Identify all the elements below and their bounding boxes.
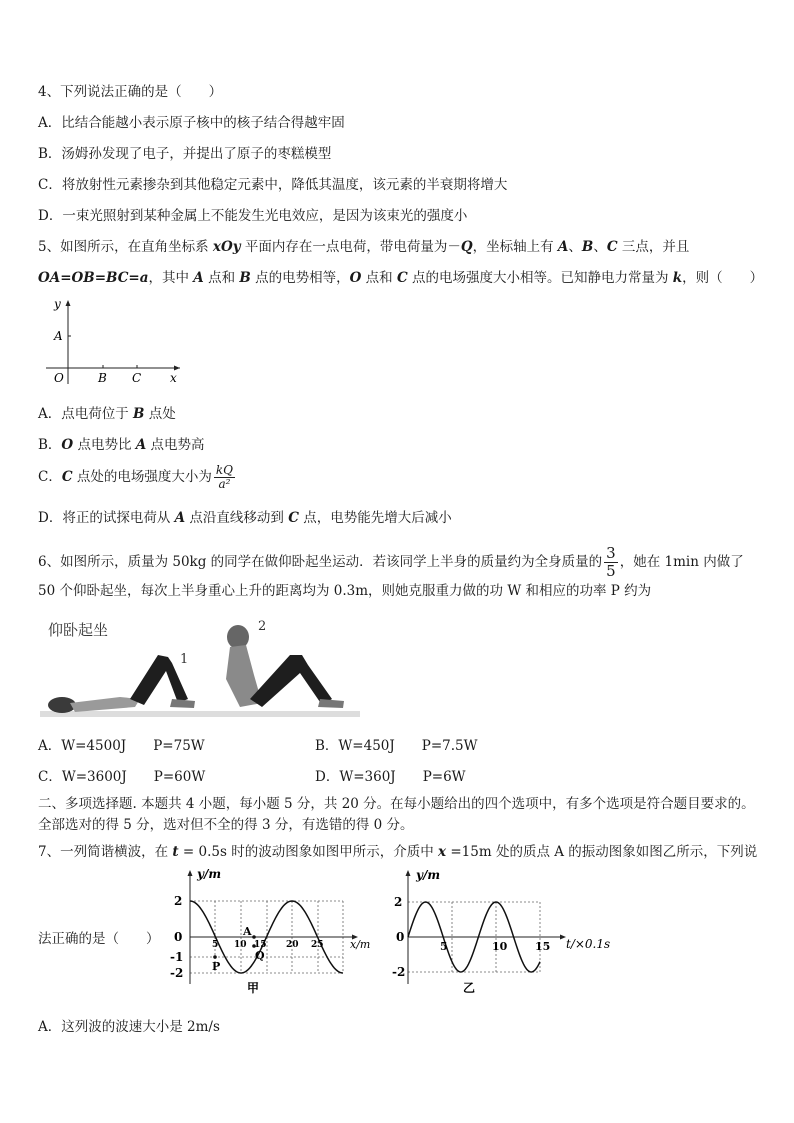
graph-a-xlabel: x/m [350,938,371,951]
point-b-label: B [98,371,107,385]
graph-b-ylabel: y/m [416,868,441,882]
q6-stem-line2: 50 个仰卧起坐，每次上半身重心上升的距离均为 0.3m，则她克服重力做的功 W 和相应的功率 P 约为 [38,583,652,599]
q6-option-b: B．W=450J P=7.5W [315,738,478,754]
q7-stem-line1: 7、一列简谐横波，在 t = 0.5s 时的波动图象如图甲所示，介质中 x =15m 处的质点 A 的振动图象如图乙所示，下列说 [38,844,758,860]
q4-option-b: B．汤姆孙发现了电子，并提出了原子的枣糕模型 [38,146,332,162]
photo-label-2: 2 [258,619,267,634]
svg-text:-2: -2 [170,966,184,980]
graph-b-xlabel: t/×0.1s [566,937,611,951]
q4-option-d: D．一束光照射到某种金属上不能发生光电效应，是因为该束光的强度小 [38,208,468,224]
svg-text:2: 2 [174,894,183,908]
q6-option-d: D．W=360J P=6W [315,769,466,785]
q5-coordinate-figure [40,296,190,388]
svg-text:10: 10 [492,940,508,953]
q6-stem-line1: 6、如图所示，质量为 50kg 的同学在做仰卧起坐运动．若该同学上半身的质量约为全身质量的 $\frac{3}{5}$ ，她在 1min 内做了 [38,544,744,580]
svg-text:20: 20 [286,940,299,950]
svg-text:-2: -2 [392,965,406,979]
field-strength-fraction: $\frac{kQ}{\text{a²}}$ [215,463,233,491]
q5-stem-line2: OA=OB=BC=a，其中 A 点和 B 点的电势相等，O 点和 C 点的电场强度大小相等。已知静电力常量为 k，则（ ） [38,270,764,286]
point-a-label: A [243,925,252,938]
svg-text:-1: -1 [170,950,184,964]
point-c-label: C [132,371,142,385]
q7-stem-line2: 法正确的是（ ） [38,931,160,947]
q5-option-b: B．O 点电势比 A 点电势高 [38,437,205,453]
graph-a-caption: 甲 [247,981,260,995]
vibration-graph-b [390,866,630,996]
svg-text:15: 15 [535,940,551,953]
photo-title: 仰卧起坐 [48,621,109,639]
svg-text:5: 5 [440,940,448,953]
graph-a-ylabel: y/m [197,867,222,881]
section2-line1: 二、多项选择题. 本题共 4 小题，每小题 5 分，共 20 分。在每小题给出的四个选项中，有多个选项是符合题目要求的。 [38,796,755,812]
q4-stem: 4、下列说法正确的是（ ） [38,84,223,100]
svg-text:5: 5 [212,940,219,950]
y-axis-label: y [54,297,61,311]
wave-graph-a [165,866,375,996]
q5-option-a: A．点电荷位于 B 点处 [38,406,176,422]
q5-option-c: C．C 点处的电场强度大小为 $\frac{kQ}{\text{a²}}$ [38,463,233,491]
svg-text:10: 10 [234,940,247,950]
svg-text:0: 0 [174,930,183,944]
point-q-label: Q [255,949,265,962]
q5-option-d: D．将正的试探电荷从 A 点沿直线移动到 C 点，电势能先增大后减小 [38,510,452,526]
q4-option-c: C．将放射性元素掺杂到其他稳定元素中，降低其温度，该元素的半衰期将增大 [38,177,508,193]
point-a-label: A [54,329,63,343]
point-p-label: P [212,960,221,973]
svg-text:15: 15 [254,940,267,950]
svg-text:0: 0 [396,930,405,944]
q7-option-a: A．这列波的波速大小是 2m/s [38,1019,220,1035]
section2-line2: 全部选对的得 5 分，选对但不全的得 3 分，有选错的得 0 分。 [38,817,414,833]
mass-ratio-fraction: $\frac{3}{5}$ [606,544,616,580]
svg-text:2: 2 [394,895,403,909]
q4-option-a: A．比结合能越小表示原子核中的核子结合得越牢固 [38,115,345,131]
photo-label-1: 1 [180,652,189,667]
origin-label: O [54,371,64,385]
x-axis-label: x [170,371,177,385]
q5-stem-line1: 5、如图所示，在直角坐标系 xOy 平面内存在一点电荷，带电荷量为－Q，坐标轴上有 A、B、C 三点，并且 [38,239,690,255]
svg-text:25: 25 [311,940,324,950]
graph-b-caption: 乙 [463,981,476,995]
q6-option-c: C．W=3600J P=60W [38,769,206,785]
situp-photo [40,615,360,725]
q6-option-a: A．W=4500J P=75W [38,738,205,754]
